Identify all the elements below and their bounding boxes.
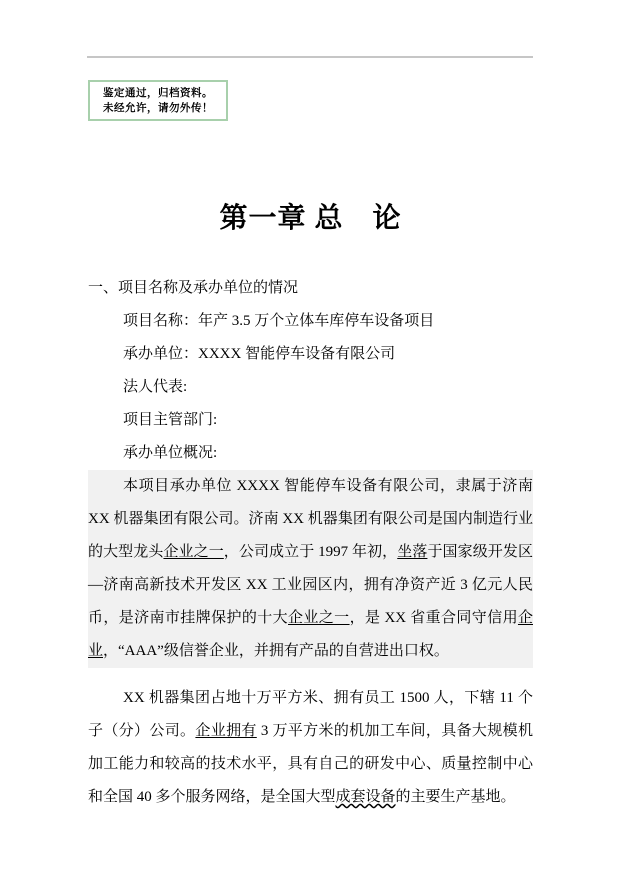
info-line-undertaker: 承办单位：XXXX 智能停车设备有限公司 [123,346,396,362]
info-line-project-name: 项目名称：年产 3.5 万个立体车库停车设备项目 [123,313,435,329]
info-line-legal-rep: 法人代表: [123,379,188,395]
chapter-title: 第一章 总 论 [219,203,402,234]
stamp-line-1: 鉴定通过，归档资料。 [103,87,213,99]
info-line-overview: 承办单位概况: [123,445,218,461]
shaded-paragraph: 本项目承办单位 XXXX 智能停车设备有限公司，隶属于济南 XX 机器集团有限公司。济南 XX 机器集团有限公司是国内制造行业的大型龙头企业之一，公司成立于 1997 年初，坐落于国家级开发区—济南高新技术开发区 XX 工业园区内，拥有净资产近 3 亿元人民币，是济南市挂牌保护的十大企业之一，是 XX 省重合同守信用企业，“AAA”级信誉企业，并拥有产品的自营进出口权。 [88,470,533,668]
confidential-stamp [88,80,228,121]
document-body [88,272,533,814]
info-line-department: 项目主管部门: [123,412,218,428]
body-paragraph: XX 机器集团占地十万平方米、拥有员工 1500 人，下辖 11 个子（分）公司。企业拥有 3 万平方米的机加工车间，具备大规模机加工能力和较高的技术水平，具有自己的研发中心、质量控制中心和全国 40 多个服务网络，是全国大型成套设备的主要生产基地。 [88,690,533,805]
stamp-line-2: 未经允许，请勿外传！ [103,102,213,114]
header-rule [87,56,533,58]
section-heading: 一、项目名称及承办单位的情况 [88,280,299,296]
